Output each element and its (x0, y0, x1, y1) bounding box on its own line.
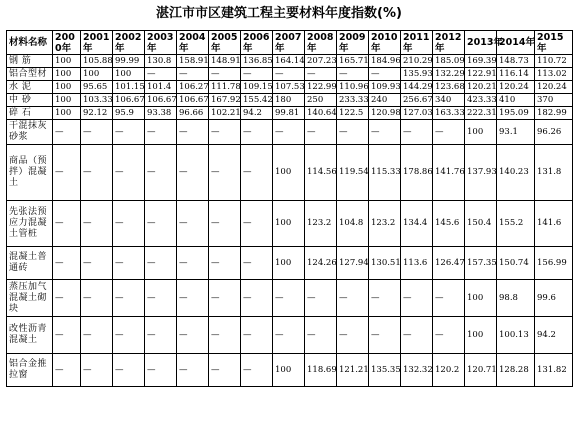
index-value-cell: 155.42 (241, 94, 273, 107)
index-value-cell: — (337, 120, 369, 145)
index-value-cell: — (53, 354, 81, 387)
index-value-cell: 119.54 (337, 145, 369, 201)
index-value-cell: — (53, 201, 81, 247)
index-value-cell: 145.6 (433, 201, 465, 247)
index-value-cell: 100 (53, 55, 81, 68)
index-value-cell: 132.32 (401, 354, 433, 387)
index-value-cell: — (209, 120, 241, 145)
index-value-cell: — (433, 120, 465, 145)
index-value-cell: 144.29 (401, 81, 433, 94)
index-value-cell: 137.93 (465, 145, 497, 201)
index-value-cell: 158.91 (177, 55, 209, 68)
index-value-cell: 100 (273, 247, 305, 280)
index-value-cell: — (433, 317, 465, 354)
header-year: 2012年 (433, 31, 465, 55)
index-value-cell: — (177, 280, 209, 317)
material-name-cell: 蒸压加气混凝土砌块 (7, 280, 53, 317)
index-value-cell: 250 (305, 94, 337, 107)
material-name-cell: 碎 石 (7, 107, 53, 120)
index-value-cell: — (145, 145, 177, 201)
index-value-cell: 180 (273, 94, 305, 107)
index-value-cell: — (145, 280, 177, 317)
material-name-cell: 中 砂 (7, 94, 53, 107)
index-value-cell: 141.6 (535, 201, 573, 247)
index-value-cell: — (177, 68, 209, 81)
material-name-cell: 干混抹灰砂浆 (7, 120, 53, 145)
index-value-cell: 100 (53, 68, 81, 81)
index-value-cell: — (209, 280, 241, 317)
index-value-cell: — (209, 354, 241, 387)
table-row (7, 280, 573, 317)
index-value-cell: 130.51 (369, 247, 401, 280)
material-name-cell: 商品（预拌）混凝土 (7, 145, 53, 201)
index-value-cell: 100 (465, 280, 497, 317)
header-year: 2007年 (273, 31, 305, 55)
index-value-cell: — (113, 145, 145, 201)
index-value-cell: 105.88 (81, 55, 113, 68)
index-value-cell: — (433, 280, 465, 317)
table-row (7, 81, 573, 94)
table-body (7, 31, 573, 387)
index-value-cell: 110.96 (337, 81, 369, 94)
index-value-cell: 96.66 (177, 107, 209, 120)
header-year: 2009年 (337, 31, 369, 55)
index-value-cell: 169.39 (465, 55, 497, 68)
index-value-cell: 185.09 (433, 55, 465, 68)
index-value-cell: 109.93 (369, 81, 401, 94)
index-value-cell: — (209, 317, 241, 354)
table-row (7, 354, 573, 387)
index-value-cell: 148.73 (497, 55, 535, 68)
index-value-cell: — (113, 317, 145, 354)
index-value-cell: — (241, 68, 273, 81)
index-value-cell: — (53, 280, 81, 317)
index-value-cell: 100 (53, 107, 81, 120)
index-value-cell: 107.53 (273, 81, 305, 94)
table-row (7, 145, 573, 201)
index-value-cell: — (53, 120, 81, 145)
index-value-cell: 100 (53, 81, 81, 94)
index-value-cell: 120.24 (535, 81, 573, 94)
index-value-cell: 116.14 (497, 68, 535, 81)
index-value-cell: 127.94 (337, 247, 369, 280)
index-value-cell: — (145, 201, 177, 247)
index-value-cell: 100 (81, 68, 113, 81)
index-value-cell: 165.71 (337, 55, 369, 68)
header-year: 2005年 (209, 31, 241, 55)
table-row (7, 68, 573, 81)
index-value-cell: — (241, 247, 273, 280)
index-value-cell: — (145, 247, 177, 280)
index-value-cell: 102.21 (209, 107, 241, 120)
index-value-cell: 140.64 (305, 107, 337, 120)
index-value-cell: 124.26 (305, 247, 337, 280)
header-year: 2010年 (369, 31, 401, 55)
index-value-cell: — (369, 68, 401, 81)
index-value-cell: 122.99 (305, 81, 337, 94)
header-material-name: 材料名称 (7, 31, 53, 55)
index-value-cell: 93.1 (497, 120, 535, 145)
index-value-cell: 148.91 (209, 55, 241, 68)
index-value-cell: 141.76 (433, 145, 465, 201)
index-value-cell: — (81, 354, 113, 387)
index-value-cell: 109.15 (241, 81, 273, 94)
index-value-cell: — (337, 317, 369, 354)
index-value-cell: 167.92 (209, 94, 241, 107)
index-value-cell: 136.85 (241, 55, 273, 68)
index-value-cell: — (81, 201, 113, 247)
index-value-cell: — (241, 280, 273, 317)
index-value-cell: 127.03 (401, 107, 433, 120)
index-value-cell: — (177, 317, 209, 354)
index-value-cell: 134.4 (401, 201, 433, 247)
index-value-cell: 95.9 (113, 107, 145, 120)
index-value-cell: 120.71 (465, 354, 497, 387)
index-value-cell: — (273, 317, 305, 354)
index-value-cell: — (113, 201, 145, 247)
index-value-cell: 104.8 (337, 201, 369, 247)
index-value-cell: — (241, 354, 273, 387)
index-value-cell: 130.8 (145, 55, 177, 68)
index-value-cell: 207.23 (305, 55, 337, 68)
index-value-cell: 222.31 (465, 107, 497, 120)
material-name-cell: 先张法预应力混凝土管桩 (7, 201, 53, 247)
index-value-cell: 131.82 (535, 354, 573, 387)
index-value-cell: — (337, 68, 369, 81)
index-value-cell: — (369, 317, 401, 354)
header-year: 2014年 (497, 31, 535, 55)
index-value-cell: — (241, 120, 273, 145)
index-value-cell: 122.91 (465, 68, 497, 81)
index-value-cell: 93.38 (145, 107, 177, 120)
index-value-cell: 120.98 (369, 107, 401, 120)
index-value-cell: 101.4 (145, 81, 177, 94)
index-value-cell: — (113, 120, 145, 145)
index-value-cell: 113.02 (535, 68, 573, 81)
header-year: 2011年 (401, 31, 433, 55)
index-value-cell: — (209, 145, 241, 201)
index-value-cell: 123.68 (433, 81, 465, 94)
index-value-cell: — (305, 317, 337, 354)
index-value-cell: 132.29 (433, 68, 465, 81)
index-value-cell: 92.12 (81, 107, 113, 120)
index-value-cell: 100 (465, 317, 497, 354)
index-value-cell: 106.67 (177, 94, 209, 107)
index-value-cell: 94.2 (241, 107, 273, 120)
table-row (7, 107, 573, 120)
index-value-cell: 115.33 (369, 145, 401, 201)
index-value-cell: — (273, 68, 305, 81)
index-value-cell: 123.2 (305, 201, 337, 247)
index-value-cell: 135.35 (369, 354, 401, 387)
index-value-cell: — (401, 280, 433, 317)
material-name-cell: 水 泥 (7, 81, 53, 94)
index-value-cell: 123.2 (369, 201, 401, 247)
index-value-cell: 100 (53, 94, 81, 107)
index-value-cell: 100 (465, 120, 497, 145)
header-year: 2006年 (241, 31, 273, 55)
index-value-cell: 100 (113, 68, 145, 81)
index-value-cell: — (209, 247, 241, 280)
header-year: 2000年 (53, 31, 81, 55)
index-value-cell: 128.28 (497, 354, 535, 387)
index-value-cell: 120.2 (433, 354, 465, 387)
index-value-cell: — (305, 280, 337, 317)
index-value-cell: 114.56 (305, 145, 337, 201)
index-value-cell: — (305, 120, 337, 145)
index-value-cell: — (177, 354, 209, 387)
header-year: 2001年 (81, 31, 113, 55)
index-value-cell: 118.69 (305, 354, 337, 387)
index-value-cell: 111.78 (209, 81, 241, 94)
index-value-cell: 120.21 (465, 81, 497, 94)
index-value-cell: — (53, 247, 81, 280)
index-value-cell: 100.13 (497, 317, 535, 354)
material-index-table (6, 30, 573, 387)
header-year: 2003年 (145, 31, 177, 55)
index-value-cell: — (241, 145, 273, 201)
index-value-cell: 99.99 (113, 55, 145, 68)
table-title: 湛江市市区建筑工程主要材料年度指数(%) (156, 6, 402, 21)
index-value-cell: — (113, 247, 145, 280)
index-value-cell: — (145, 317, 177, 354)
index-value-cell: 178.86 (401, 145, 433, 201)
index-value-cell: — (177, 247, 209, 280)
index-value-cell: — (337, 280, 369, 317)
header-year: 2002年 (113, 31, 145, 55)
index-value-cell: 340 (433, 94, 465, 107)
index-value-cell: 100 (273, 354, 305, 387)
header-year: 2015年 (535, 31, 573, 55)
index-value-cell: 95.65 (81, 81, 113, 94)
index-value-cell: — (273, 120, 305, 145)
index-value-cell: 94.2 (535, 317, 573, 354)
index-value-cell: — (209, 68, 241, 81)
index-value-cell: 150.4 (465, 201, 497, 247)
index-value-cell: — (401, 317, 433, 354)
material-name-cell: 铝合型材 (7, 68, 53, 81)
table-row (7, 120, 573, 145)
index-value-cell: 113.6 (401, 247, 433, 280)
index-value-cell: 163.33 (433, 107, 465, 120)
index-value-cell: — (209, 201, 241, 247)
index-value-cell: — (81, 145, 113, 201)
table-row (7, 55, 573, 68)
index-value-cell: 233.33 (337, 94, 369, 107)
material-name-cell: 钢 筋 (7, 55, 53, 68)
index-value-cell: — (145, 68, 177, 81)
header-year: 2013年 (465, 31, 497, 55)
table-row (7, 247, 573, 280)
material-name-cell: 铝合金推拉窗 (7, 354, 53, 387)
index-value-cell: 240 (369, 94, 401, 107)
index-value-cell: — (241, 201, 273, 247)
index-value-cell: 150.74 (497, 247, 535, 280)
index-value-cell: — (81, 247, 113, 280)
index-value-cell: — (113, 280, 145, 317)
table-header-row (7, 31, 573, 55)
index-value-cell: — (369, 280, 401, 317)
index-value-cell: — (401, 120, 433, 145)
index-value-cell: 182.99 (535, 107, 573, 120)
table-row (7, 201, 573, 247)
index-value-cell: — (177, 145, 209, 201)
index-value-cell: — (177, 120, 209, 145)
index-value-cell: 135.93 (401, 68, 433, 81)
material-name-cell: 改性沥青混凝土 (7, 317, 53, 354)
table-row (7, 317, 573, 354)
index-value-cell: — (81, 280, 113, 317)
index-value-cell: — (53, 317, 81, 354)
index-value-cell: — (145, 354, 177, 387)
table-row (7, 94, 573, 107)
index-value-cell: 110.72 (535, 55, 573, 68)
index-value-cell: 195.09 (497, 107, 535, 120)
index-value-cell: 98.8 (497, 280, 535, 317)
index-value-cell: — (273, 280, 305, 317)
index-value-cell: 106.67 (113, 94, 145, 107)
index-value-cell: 184.96 (369, 55, 401, 68)
index-value-cell: 122.5 (337, 107, 369, 120)
index-value-cell: 164.14 (273, 55, 305, 68)
index-value-cell: 256.67 (401, 94, 433, 107)
index-value-cell: 99.6 (535, 280, 573, 317)
index-value-cell: 96.26 (535, 120, 573, 145)
index-value-cell: 155.2 (497, 201, 535, 247)
index-value-cell: 210.29 (401, 55, 433, 68)
index-value-cell: 106.67 (145, 94, 177, 107)
index-value-cell: — (369, 120, 401, 145)
index-value-cell: — (53, 145, 81, 201)
index-value-cell: 156.99 (535, 247, 573, 280)
index-value-cell: 370 (535, 94, 573, 107)
header-year: 2008年 (305, 31, 337, 55)
index-value-cell: 99.81 (273, 107, 305, 120)
index-value-cell: 423.33 (465, 94, 497, 107)
index-value-cell: 121.21 (337, 354, 369, 387)
index-value-cell: 120.24 (497, 81, 535, 94)
header-year: 2004年 (177, 31, 209, 55)
index-value-cell: 101.15 (113, 81, 145, 94)
index-value-cell: — (145, 120, 177, 145)
index-value-cell: 157.35 (465, 247, 497, 280)
index-value-cell: 140.23 (497, 145, 535, 201)
index-value-cell: 100 (273, 145, 305, 201)
index-value-cell: 103.33 (81, 94, 113, 107)
index-value-cell: 106.27 (177, 81, 209, 94)
index-value-cell: — (177, 201, 209, 247)
index-value-cell: 100 (273, 201, 305, 247)
index-value-cell: — (81, 317, 113, 354)
index-value-cell: — (113, 354, 145, 387)
material-name-cell: 混凝土普通砖 (7, 247, 53, 280)
index-value-cell: — (81, 120, 113, 145)
index-value-cell: 126.47 (433, 247, 465, 280)
index-value-cell: 410 (497, 94, 535, 107)
index-value-cell: — (305, 68, 337, 81)
index-value-cell: 131.8 (535, 145, 573, 201)
index-value-cell: — (241, 317, 273, 354)
